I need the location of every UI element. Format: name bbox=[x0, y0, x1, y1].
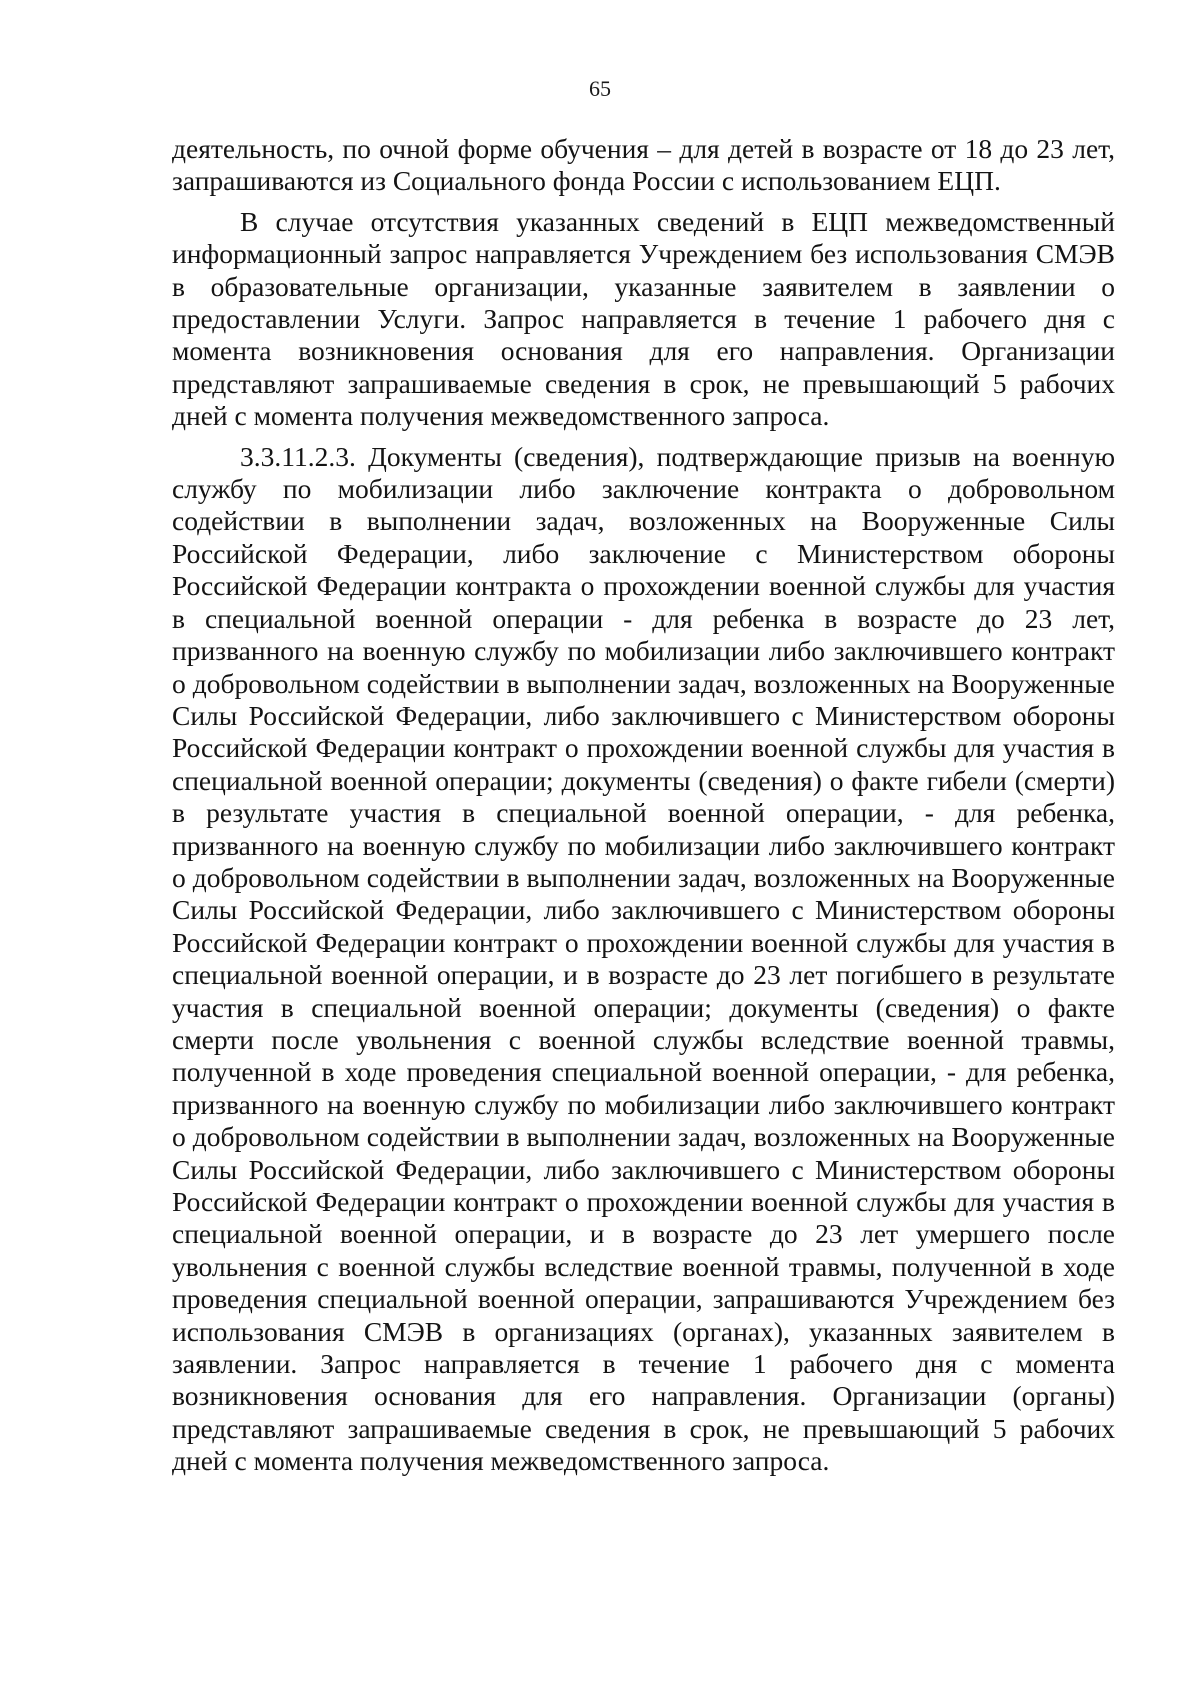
document-body bbox=[172, 133, 1115, 1486]
paragraph-missing-info-request: В случае отсутствия указанных сведений в ЕЦП межведомственный информационный запрос направляется Учреждением без использования СМЭВ в образовательные организации, указанные заявителем в заявлении о предоставлении Услуги. Запрос направляется в течение 1 рабочего дня с момента возникновения основания для его направления. Организации представляют запрашиваемые сведения в срок, не превышающий 5 рабочих дней с момента получения межведомственного запроса. bbox=[172, 205, 1115, 432]
paragraph-clause-3-3-11-2-3: 3.3.11.2.3. Документы (сведения), подтверждающие призыв на военную службу по мобилизации либо заключение контракта о добровольном содействии в выполнении задач, возложенных на Вооруженные Силы Российской Федерации, либо заключение с Министерством обороны Российской Федерации контракта о прохождении военной службы для участия в специальной военной операции - для ребенка в возрасте до 23 лет, призванного на военную службу по мобилизации либо заключившего контракт о добровольном содействии в выполнении задач, возложенных на Вооруженные Силы Российской Федерации, либо заключившего с Министерством обороны Российской Федерации контракт о прохождении военной службы для участия в специальной военной операции; документы (сведения) о факте гибели (смерти) в результате участия в специальной военной операции, - для ребенка, призванного на военную службу по мобилизации либо заключившего контракт о добровольном содействии в выполнении задач, возложенных на Вооруженные Силы Российской Федерации, либо заключившего с Министерством обороны Российской Федерации контракт о прохождении военной службы для участия в специальной военной операции, и в возрасте до 23 лет погибшего в результате участия в специальной военной операции; документы (сведения) о факте смерти после увольнения с военной службы вследствие военной травмы, полученной в ходе проведения специальной военной операции, - для ребенка, призванного на военную службу по мобилизации либо заключившего контракт о добровольном содействии в выполнении задач, возложенных на Вооруженные Силы Российской Федерации, либо заключившего с Министерством обороны Российской Федерации контракт о прохождении военной службы для участия в специальной военной операции, и в возрасте до 23 лет умершего после увольнения с военной службы вследствие военной травмы, полученной в ходе проведения специальной военной операции, запрашиваются Учреждением без использования СМЭВ в организациях (органах), указанных заявителем в заявлении. Запрос направляется в течение 1 рабочего дня с момента возникновения основания для его направления. Организации (органы) представляют запрашиваемые сведения в срок, не превышающий 5 рабочих дней с момента получения межведомственного запроса. bbox=[172, 440, 1115, 1477]
paragraph-continuation: деятельность, по очной форме обучения – для детей в возрасте от 18 до 23 лет, запрашиваются из Социального фонда России с использованием ЕЦП. bbox=[172, 133, 1115, 197]
page-number: 65 bbox=[589, 76, 611, 101]
